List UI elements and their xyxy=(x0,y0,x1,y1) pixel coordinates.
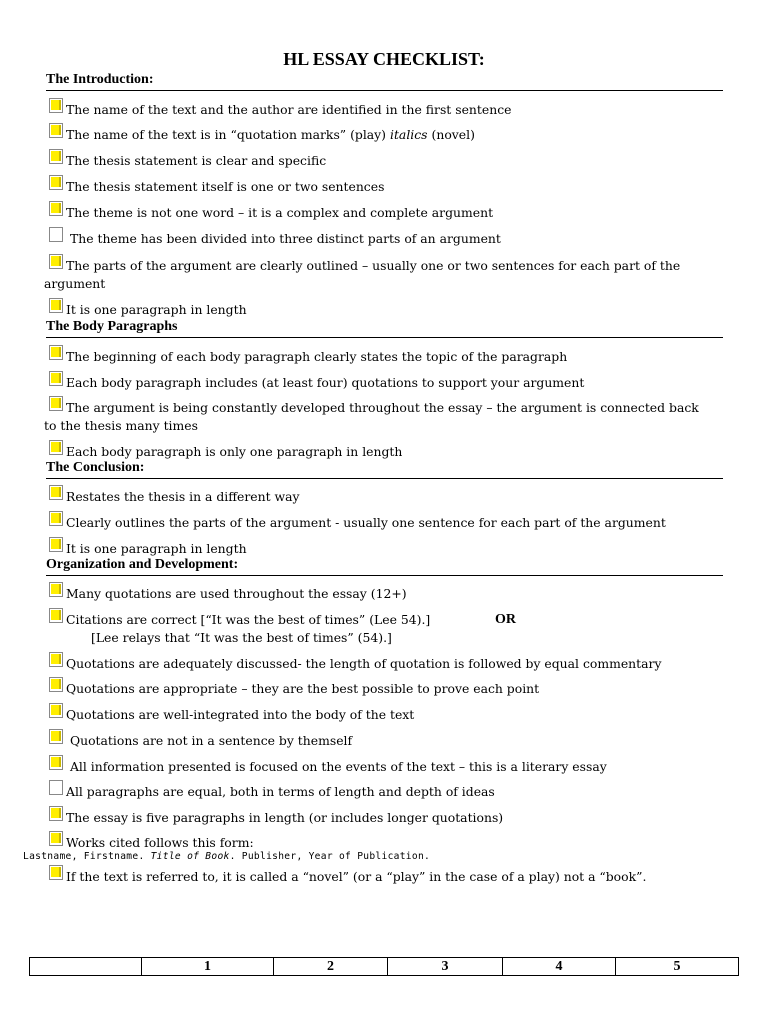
checklist-item: The theme has been divided into three distinct parts of an argument xyxy=(45,230,723,257)
checkbox-icon[interactable] xyxy=(49,780,63,795)
rubric-score-5[interactable]: 5 xyxy=(616,958,739,976)
checkbox-icon[interactable] xyxy=(49,485,63,500)
checklist-item: Clearly outlines the parts of the argument - usually one sentence for each part of the argument xyxy=(45,514,723,540)
checklist-item: The beginning of each body paragraph clearly states the topic of the paragraph xyxy=(45,348,723,374)
checkbox-icon[interactable] xyxy=(49,201,63,216)
rubric-score-2[interactable]: 2 xyxy=(274,958,388,976)
checkbox-icon[interactable] xyxy=(49,396,63,411)
checklist-item: The thesis statement itself is one or two sentences xyxy=(45,178,723,204)
checklist-item: The theme is not one word – it is a complex and complete argument xyxy=(45,204,723,230)
conclusion-section xyxy=(46,460,723,479)
section-heading: The Body Paragraphs xyxy=(46,319,723,338)
checkbox-icon[interactable] xyxy=(49,98,63,113)
checkbox-icon[interactable] xyxy=(49,254,63,269)
checklist-item: The parts of the argument are clearly outlined – usually one or two sentences for each part of the argument xyxy=(45,257,723,301)
checklist-item: Quotations are adequately discussed- the length of quotation is followed by equal commentary xyxy=(45,655,723,680)
checkbox-icon[interactable] xyxy=(49,582,63,597)
checkbox-icon[interactable] xyxy=(49,298,63,313)
organization-section xyxy=(46,557,723,576)
or-label: OR xyxy=(495,612,516,627)
checklist-item: The essay is five paragraphs in length (or includes longer quotations) xyxy=(45,809,723,834)
checklist-item: Restates the thesis in a different way xyxy=(45,488,723,514)
works-cited-format: Lastname, Firstname. Title of Book. Publisher, Year of Publication. xyxy=(23,851,431,862)
checkbox-icon[interactable] xyxy=(49,806,63,821)
checklist-item: Many quotations are used throughout the essay (12+) xyxy=(45,585,723,611)
checkbox-icon[interactable] xyxy=(49,865,63,880)
checklist-item: Works cited follows this form: Lastname, Firstname. Title of Book. Publisher, Year of Publication. xyxy=(45,834,723,868)
checkbox-icon[interactable] xyxy=(49,677,63,692)
checklist-item: The argument is being constantly developed throughout the essay – the argument is connected back to the thesis many times xyxy=(45,399,723,443)
checklist-item: All paragraphs are equal, both in terms of length and depth of ideas xyxy=(45,783,723,809)
introduction-section xyxy=(46,72,723,91)
checkbox-icon[interactable] xyxy=(49,227,63,242)
checkbox-icon[interactable] xyxy=(49,703,63,718)
checklist-item: Quotations are not in a sentence by themself xyxy=(45,732,723,758)
checklist-item: Citations are correct [“It was the best of times” (Lee 54).] OR [Lee relays that “It was the best of times” (54).] xyxy=(45,611,723,655)
checkbox-icon[interactable] xyxy=(49,608,63,623)
page-title: HL ESSAY CHECKLIST: xyxy=(283,49,485,69)
checkbox-icon[interactable] xyxy=(49,511,63,526)
checkbox-icon[interactable] xyxy=(49,831,63,846)
introduction-list xyxy=(46,101,723,319)
checkbox-icon[interactable] xyxy=(49,149,63,164)
checklist-item: The name of the text and the author are identified in the first sentence xyxy=(45,101,723,126)
body-section xyxy=(46,319,723,338)
checklist-item: It is one paragraph in length xyxy=(45,540,723,558)
rubric-score-3[interactable]: 3 xyxy=(388,958,503,976)
checklist-item: Quotations are well-integrated into the body of the text xyxy=(45,706,723,732)
checkbox-icon[interactable] xyxy=(49,123,63,138)
checklist-item: All information presented is focused on the events of the text – this is a literary essay xyxy=(45,758,723,783)
checklist-item: Quotations are appropriate – they are the best possible to prove each point xyxy=(45,680,723,706)
checklist-item: The name of the text is in “quotation marks” (play) italics (novel) xyxy=(45,126,723,152)
checklist-item: The thesis statement is clear and specific xyxy=(45,152,723,178)
checklist-item: If the text is referred to, it is called a “novel” (or a “play” in the case of a play) not a “book”. xyxy=(45,868,723,886)
checkbox-icon[interactable] xyxy=(49,755,63,770)
checkbox-icon[interactable] xyxy=(49,537,63,552)
rubric-score-4[interactable]: 4 xyxy=(503,958,616,976)
checklist-item: It is one paragraph in length xyxy=(45,301,723,319)
citation-alt: [Lee relays that “It was the best of times” (54).] xyxy=(91,629,392,645)
rubric-score-1[interactable]: 1 xyxy=(142,958,274,976)
body-list xyxy=(46,348,723,461)
checkbox-icon[interactable] xyxy=(49,175,63,190)
section-heading: The Introduction: xyxy=(46,72,723,91)
checkbox-icon[interactable] xyxy=(49,371,63,386)
checklist-item: Each body paragraph includes (at least four) quotations to support your argument xyxy=(45,374,723,399)
checkbox-icon[interactable] xyxy=(49,440,63,455)
organization-list xyxy=(23,585,723,886)
rubric-label-cell[interactable] xyxy=(30,958,142,976)
checkbox-icon[interactable] xyxy=(49,345,63,360)
table-row xyxy=(30,958,739,976)
checkbox-icon[interactable] xyxy=(49,652,63,667)
conclusion-list xyxy=(46,488,723,558)
section-heading: Organization and Development: xyxy=(46,557,723,576)
checklist-item: Each body paragraph is only one paragraph in length xyxy=(45,443,723,461)
rubric-table xyxy=(29,957,739,976)
checkbox-icon[interactable] xyxy=(49,729,63,744)
section-heading: The Conclusion: xyxy=(46,460,723,479)
